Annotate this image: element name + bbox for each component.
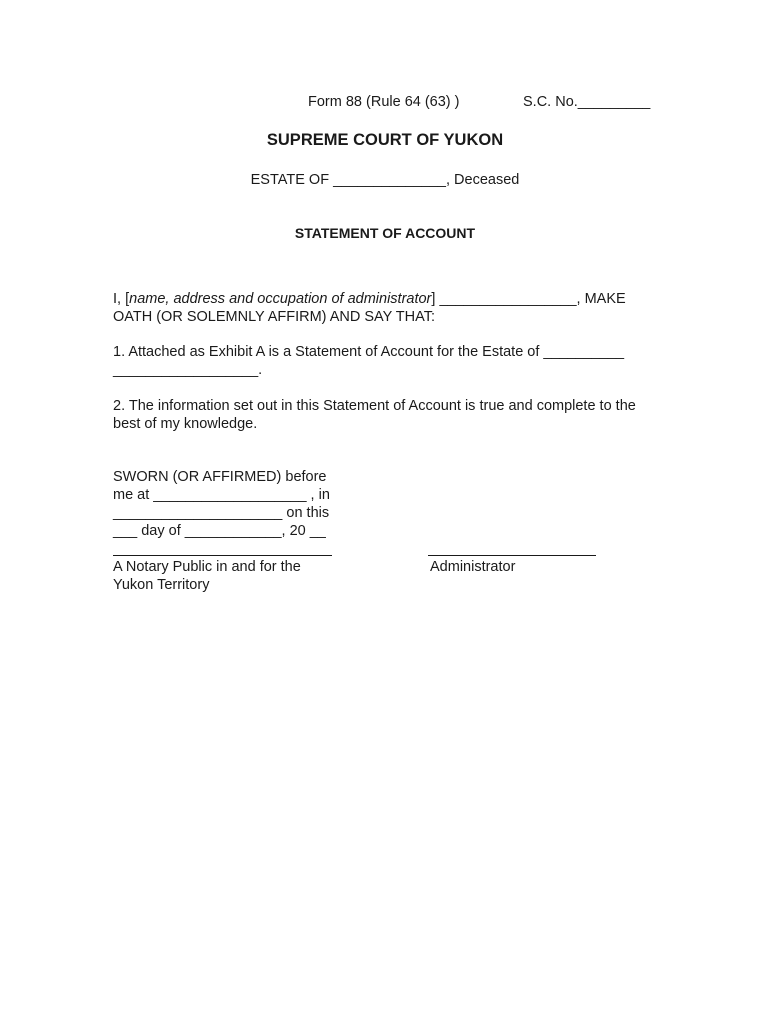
estate-line: ESTATE OF ______________, Deceased <box>250 172 520 188</box>
jurat-block <box>113 468 330 540</box>
jurat-line-4: ___ day of ____________, 20 __ <box>113 523 326 539</box>
jurat-line-3: _____________________ on this <box>113 505 330 521</box>
oath-prefix: I, [ <box>113 291 130 307</box>
form-number: Form 88 (Rule 64 (63) ) <box>308 94 460 110</box>
oath-italic-placeholder: name, address and occupation of administrator <box>129 291 432 307</box>
item-1: 1. Attached as Exhibit A is a Statement of Account for the Estate of __________ __________________. <box>113 344 625 378</box>
notary-label <box>113 558 301 594</box>
sc-number: S.C. No._________ <box>523 94 651 110</box>
jurat-line-1: SWORN (OR AFFIRMED) before <box>113 469 327 485</box>
jurat-line-2: me at ___________________ , in <box>113 487 330 503</box>
administrator-signature-line <box>428 555 596 556</box>
oath-paragraph <box>113 290 653 326</box>
item-2: 2. The information set out in this Statement of Account is true and complete to the best of my knowledge. <box>113 398 636 432</box>
notary-label-line-2: Yukon Territory <box>113 577 210 593</box>
notary-signature-line <box>113 555 332 556</box>
oath-suffix: ] _________________, MAKE OATH (OR SOLEMNLY AFFIRM) AND SAY THAT: <box>113 291 626 325</box>
document-title: STATEMENT OF ACCOUNT <box>294 225 476 241</box>
administrator-label: Administrator <box>430 559 516 575</box>
court-name: SUPREME COURT OF YUKON <box>266 131 504 149</box>
notary-label-line-1: A Notary Public in and for the <box>113 559 301 575</box>
